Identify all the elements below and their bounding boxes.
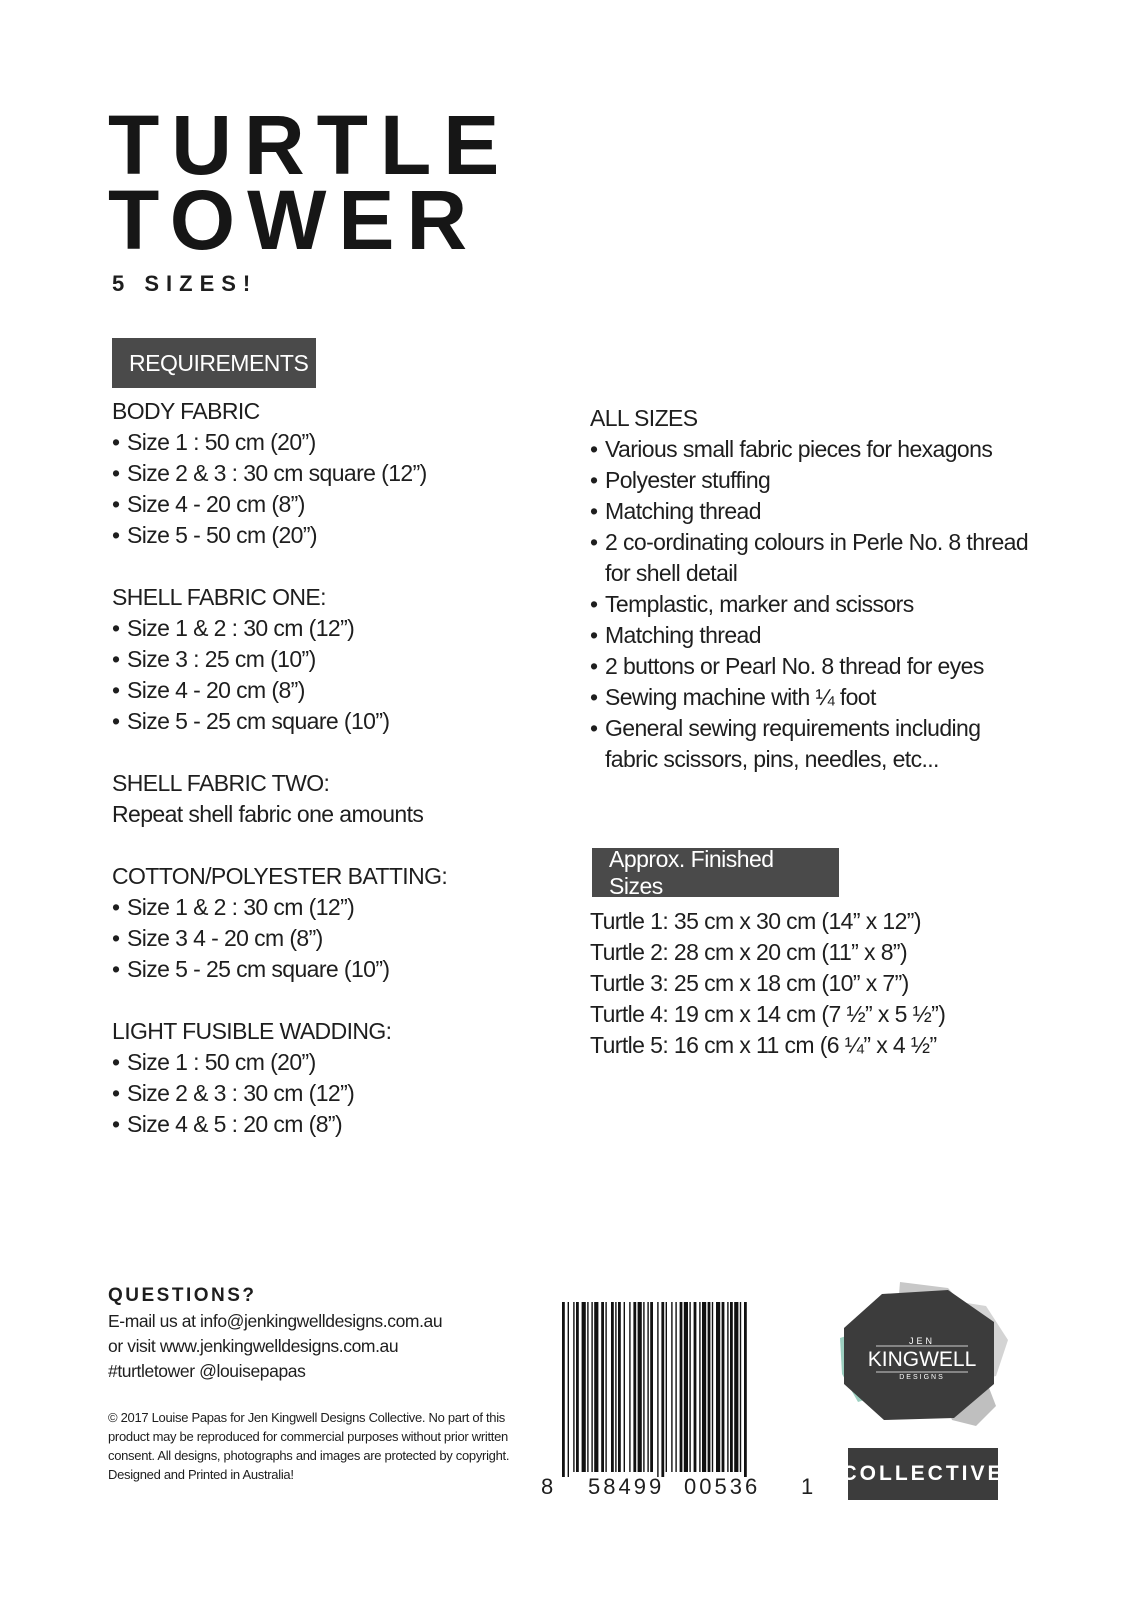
logo-kingwell-text: KINGWELL [867,1348,977,1371]
list-item: • Size 5 - 50 cm (20”) [112,520,552,551]
barcode-bar [624,1302,625,1472]
list-item: • Size 1 & 2 : 30 cm (12”) [112,892,552,923]
barcode-bar [605,1302,606,1472]
barcode-group-1: 58499 [588,1474,665,1499]
contact-email: E-mail us at info@jenkingwelldesigns.com.au [108,1311,443,1331]
list-item: • Size 5 - 25 cm square (10”) [112,706,552,737]
barcode-bar [618,1302,621,1472]
requirement-section [112,1016,552,1140]
list-item: • Templastic, marker and scissors [590,589,1030,620]
section-heading: SHELL FABRIC TWO: [112,770,330,796]
barcode-bar [744,1302,747,1477]
barcode-bar [633,1302,636,1472]
section-heading: SHELL FABRIC ONE: [112,584,326,610]
barcode-bar [591,1302,592,1472]
list-item: • Matching thread [590,620,1030,651]
barcode-bar [712,1302,713,1472]
barcode-bar [716,1302,720,1472]
list-item: • Size 3 : 25 cm (10”) [112,644,552,675]
requirement-section [112,582,552,737]
barcode-bar [680,1302,683,1472]
contact-hashtags: #turtletower @louisepapas [108,1361,306,1381]
jen-kingwell-logo-icon [836,1280,1011,1430]
finished-sizes-tag: Approx. Finished Sizes [592,848,839,897]
requirement-section [112,861,552,985]
barcode-bar [582,1302,586,1472]
list-item: • Size 3 4 - 20 cm (8”) [112,923,552,954]
barcode-group-2: 00536 [684,1474,761,1499]
finished-size-line: Turtle 4: 19 cm x 14 cm (7 ½” x 5 ½”) [590,1001,946,1027]
barcode-bar [671,1302,672,1472]
list-item: • Size 1 : 50 cm (20”) [112,1047,552,1078]
barcode-bar [694,1302,697,1472]
list-item: • Matching thread [590,496,1030,527]
barcode-bar [638,1302,642,1472]
list-item: • Sewing machine with ¼ foot [590,682,1030,713]
barcode-bar [629,1302,630,1472]
list-item: • Size 2 & 3 : 30 cm square (12”) [112,458,552,489]
title-line-1: TURTLE [108,98,512,192]
finished-size-line: Turtle 5: 16 cm x 11 cm (6 ¼” x 4 ½” [590,1032,937,1058]
list-item: • Size 4 & 5 : 20 cm (8”) [112,1109,552,1140]
barcode-bar [708,1302,711,1472]
all-sizes-heading: ALL SIZES [590,405,698,431]
list-item: • Size 2 & 3 : 30 cm (12”) [112,1078,552,1109]
logo-jen-text: JEN [908,1336,936,1346]
barcode-bar [689,1302,690,1472]
list-item: • Size 4 - 20 cm (8”) [112,675,552,706]
barcode-bar [699,1302,700,1472]
barcode-bar [650,1302,653,1472]
all-sizes-list [590,434,1030,775]
finished-size-line: Turtle 1: 35 cm x 30 cm (14” x 12”) [590,908,921,934]
contact-block [108,1309,528,1384]
finished-size-line: Turtle 3: 25 cm x 18 cm (10” x 7”) [590,970,909,996]
list-item: • Polyester stuffing [590,465,1030,496]
list-item: • Size 4 - 20 cm (8”) [112,489,552,520]
section-heading: BODY FABRIC [112,398,260,424]
barcode-bar [730,1302,733,1472]
barcode-bar [576,1302,579,1472]
finished-size-line: Turtle 2: 28 cm x 20 cm (11” x 8”) [590,939,908,965]
barcode-bar [594,1302,598,1472]
barcode-bar [615,1302,616,1472]
list-item: • Size 5 - 25 cm square (10”) [112,954,552,985]
list-item: • 2 co-ordinating colours in Perle No. 8 thread for shell detail [590,527,1030,589]
barcode-bar [601,1302,604,1472]
barcode-lead-digit: 8 [541,1474,557,1499]
contact-website: or visit www.jenkingwelldesigns.com.au [108,1336,399,1356]
barcode-bar [675,1302,676,1472]
list-item: • Size 1 & 2 : 30 cm (12”) [112,613,552,644]
left-requirements-column [112,396,552,1140]
barcode [560,1302,805,1477]
section-heading: COTTON/POLYESTER BATTING: [112,863,448,889]
list-item: • General sewing requirements including fabric scissors, pins, needles, etc... [590,713,1030,775]
barcode-bar [611,1302,614,1472]
list-item: • Various small fabric pieces for hexagons [590,434,1030,465]
list-item: • Size 1 : 50 cm (20”) [112,427,552,458]
barcode-bar [562,1302,565,1477]
barcode-bar [643,1302,644,1472]
barcode-bar [573,1302,574,1472]
finished-sizes-list [590,906,1030,1061]
requirement-section [112,396,552,551]
logo-designs-text: DESIGNS [899,1374,945,1381]
section-text: Repeat shell fabric one amounts [112,801,424,827]
barcode-bar [702,1302,706,1472]
barcode-bar [740,1302,741,1472]
requirements-tag: REQUIREMENTS [112,338,316,388]
collective-badge: COLLECTIVE [848,1448,998,1500]
barcode-bar [661,1302,664,1477]
all-sizes-section [590,403,1030,775]
subtitle: 5 SIZES! [112,271,258,296]
barcode-bar [722,1302,725,1472]
barcode-bar [684,1302,688,1472]
barcode-bar [734,1302,738,1472]
barcode-bar [727,1302,728,1472]
barcode-bar [587,1302,588,1472]
section-heading: LIGHT FUSIBLE WADDING: [112,1018,392,1044]
barcode-check-digit: 1 [801,1474,817,1499]
copyright-notice: © 2017 Louise Papas for Jen Kingwell Designs Collective. No part of this product may be reproduced for commercial purposes without prior written consent. All designs, photographs and images are protected by copyright. Designed and Printed in Australia! [108,1410,510,1482]
questions-heading: QUESTIONS? [108,1285,257,1306]
requirement-section [112,768,552,830]
title-line-2: TOWER [108,173,480,267]
barcode-bar [647,1302,648,1472]
barcode-bar [657,1302,658,1477]
barcode-bar [568,1302,569,1477]
barcode-bar [666,1302,667,1472]
list-item: • 2 buttons or Pearl No. 8 thread for eyes [590,651,1030,682]
